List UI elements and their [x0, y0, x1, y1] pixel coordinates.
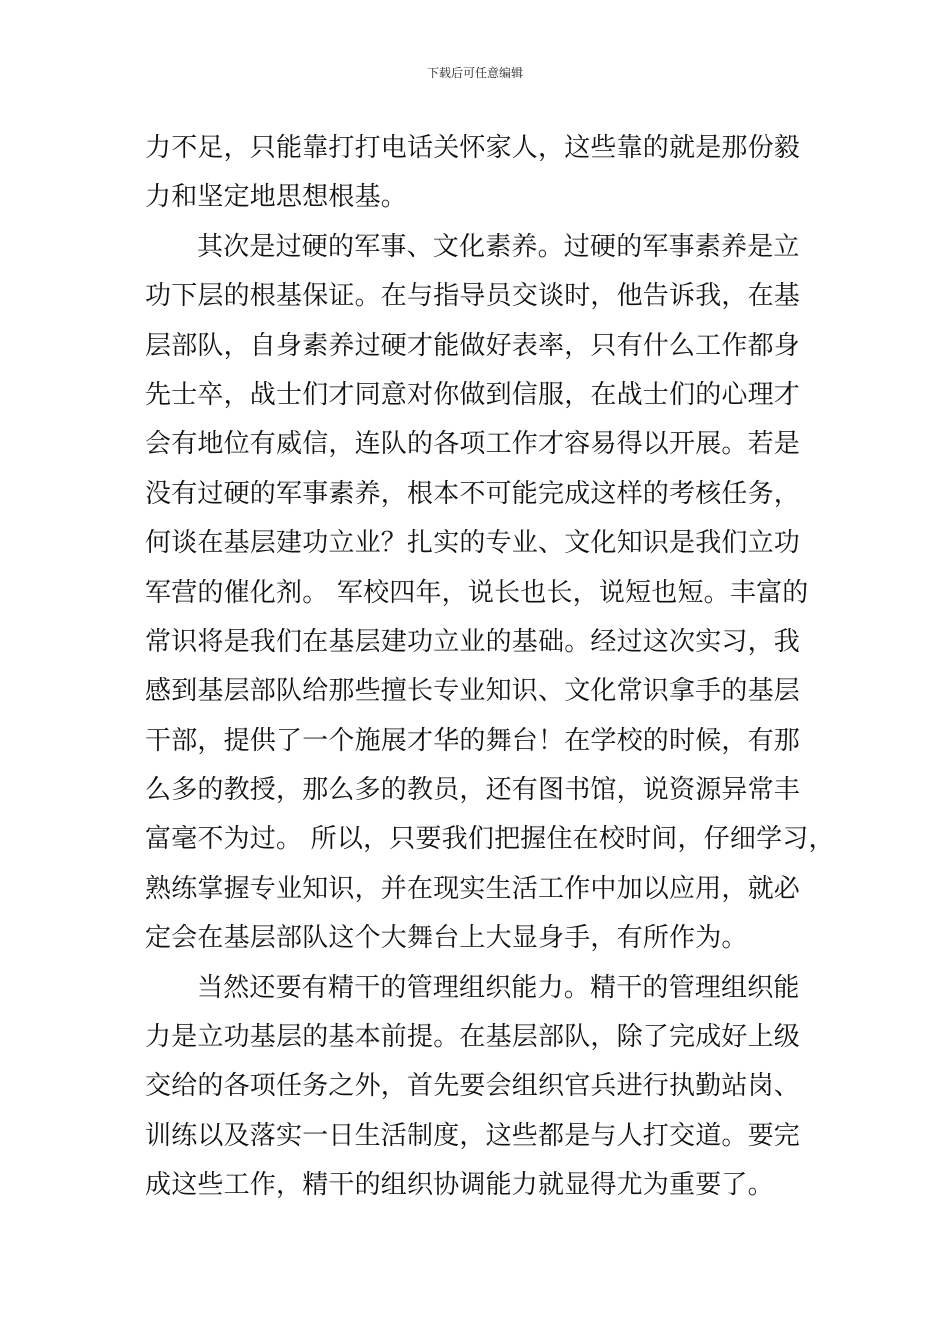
paragraph-line: 富毫不为过。 所以，只要我们把握住在校时间，仔细学习，: [145, 824, 835, 855]
page-header: 下载后可任意编辑: [426, 66, 523, 80]
paragraph-line: 先士卒，战士们才同意对你做到信服，在战士们的心理才: [145, 379, 801, 410]
paragraph-line: 交给的各项任务之外，首先要会组织官兵进行执勤站岗、: [145, 1071, 801, 1102]
paragraph-line: 层部队，自身素养过硬才能做好表率，只有什么工作都身: [145, 330, 801, 361]
paragraph-line: 干部，提供了一个施展才华的舞台！在学校的时候，有那: [145, 725, 801, 756]
paragraph-line: 熟练掌握专业知识，并在现实生活工作中加以应用，就必: [145, 873, 801, 904]
paragraph-line: 会有地位有威信，连队的各项工作才容易得以开展。若是: [145, 429, 801, 460]
paragraph-line: 定会在基层部队这个大舞台上大显身手，有所作为。: [145, 923, 748, 954]
paragraph-line: 训练以及落实一日生活制度，这些都是与人打交道。要完: [145, 1120, 801, 1151]
paragraph-line: 常识将是我们在基层建功立业的基础。经过这次实习，我: [145, 626, 801, 657]
paragraph-line: 其次是过硬的军事、文化素养。过硬的军事素养是立: [197, 231, 800, 262]
body-text: [145, 124, 835, 1211]
paragraph-line: 力是立功基层的基本前提。在基层部队，除了完成好上级: [145, 1022, 801, 1053]
paragraph-line: 力和坚定地思想根基。: [145, 182, 408, 213]
paragraph-line: 力不足，只能靠打打电话关怀家人，这些靠的就是那份毅: [145, 133, 801, 163]
paragraph-line: 感到基层部队给那些擅长专业知识、文化常识拿手的基层: [145, 676, 801, 707]
paragraph-line: 何谈在基层建功立业？扎实的专业、文化知识是我们立功: [145, 528, 801, 559]
paragraph-line: 功下层的根基保证。在与指导员交谈时，他告诉我，在基: [145, 281, 801, 312]
paragraph-line: 军营的催化剂。 军校四年，说长也长，说短也短。丰富的: [145, 577, 809, 608]
paragraph-line: 当然还要有精干的管理组织能力。精干的管理组织能: [197, 972, 800, 1003]
paragraph-line: 么多的教授，那么多的教员，还有图书馆，说资源异常丰: [145, 775, 801, 806]
paragraph-line: 成这些工作，精干的组织协调能力就显得尤为重要了。: [145, 1170, 774, 1201]
paragraph-line: 没有过硬的军事素养，根本不可能完成这样的考核任务，: [145, 478, 801, 509]
